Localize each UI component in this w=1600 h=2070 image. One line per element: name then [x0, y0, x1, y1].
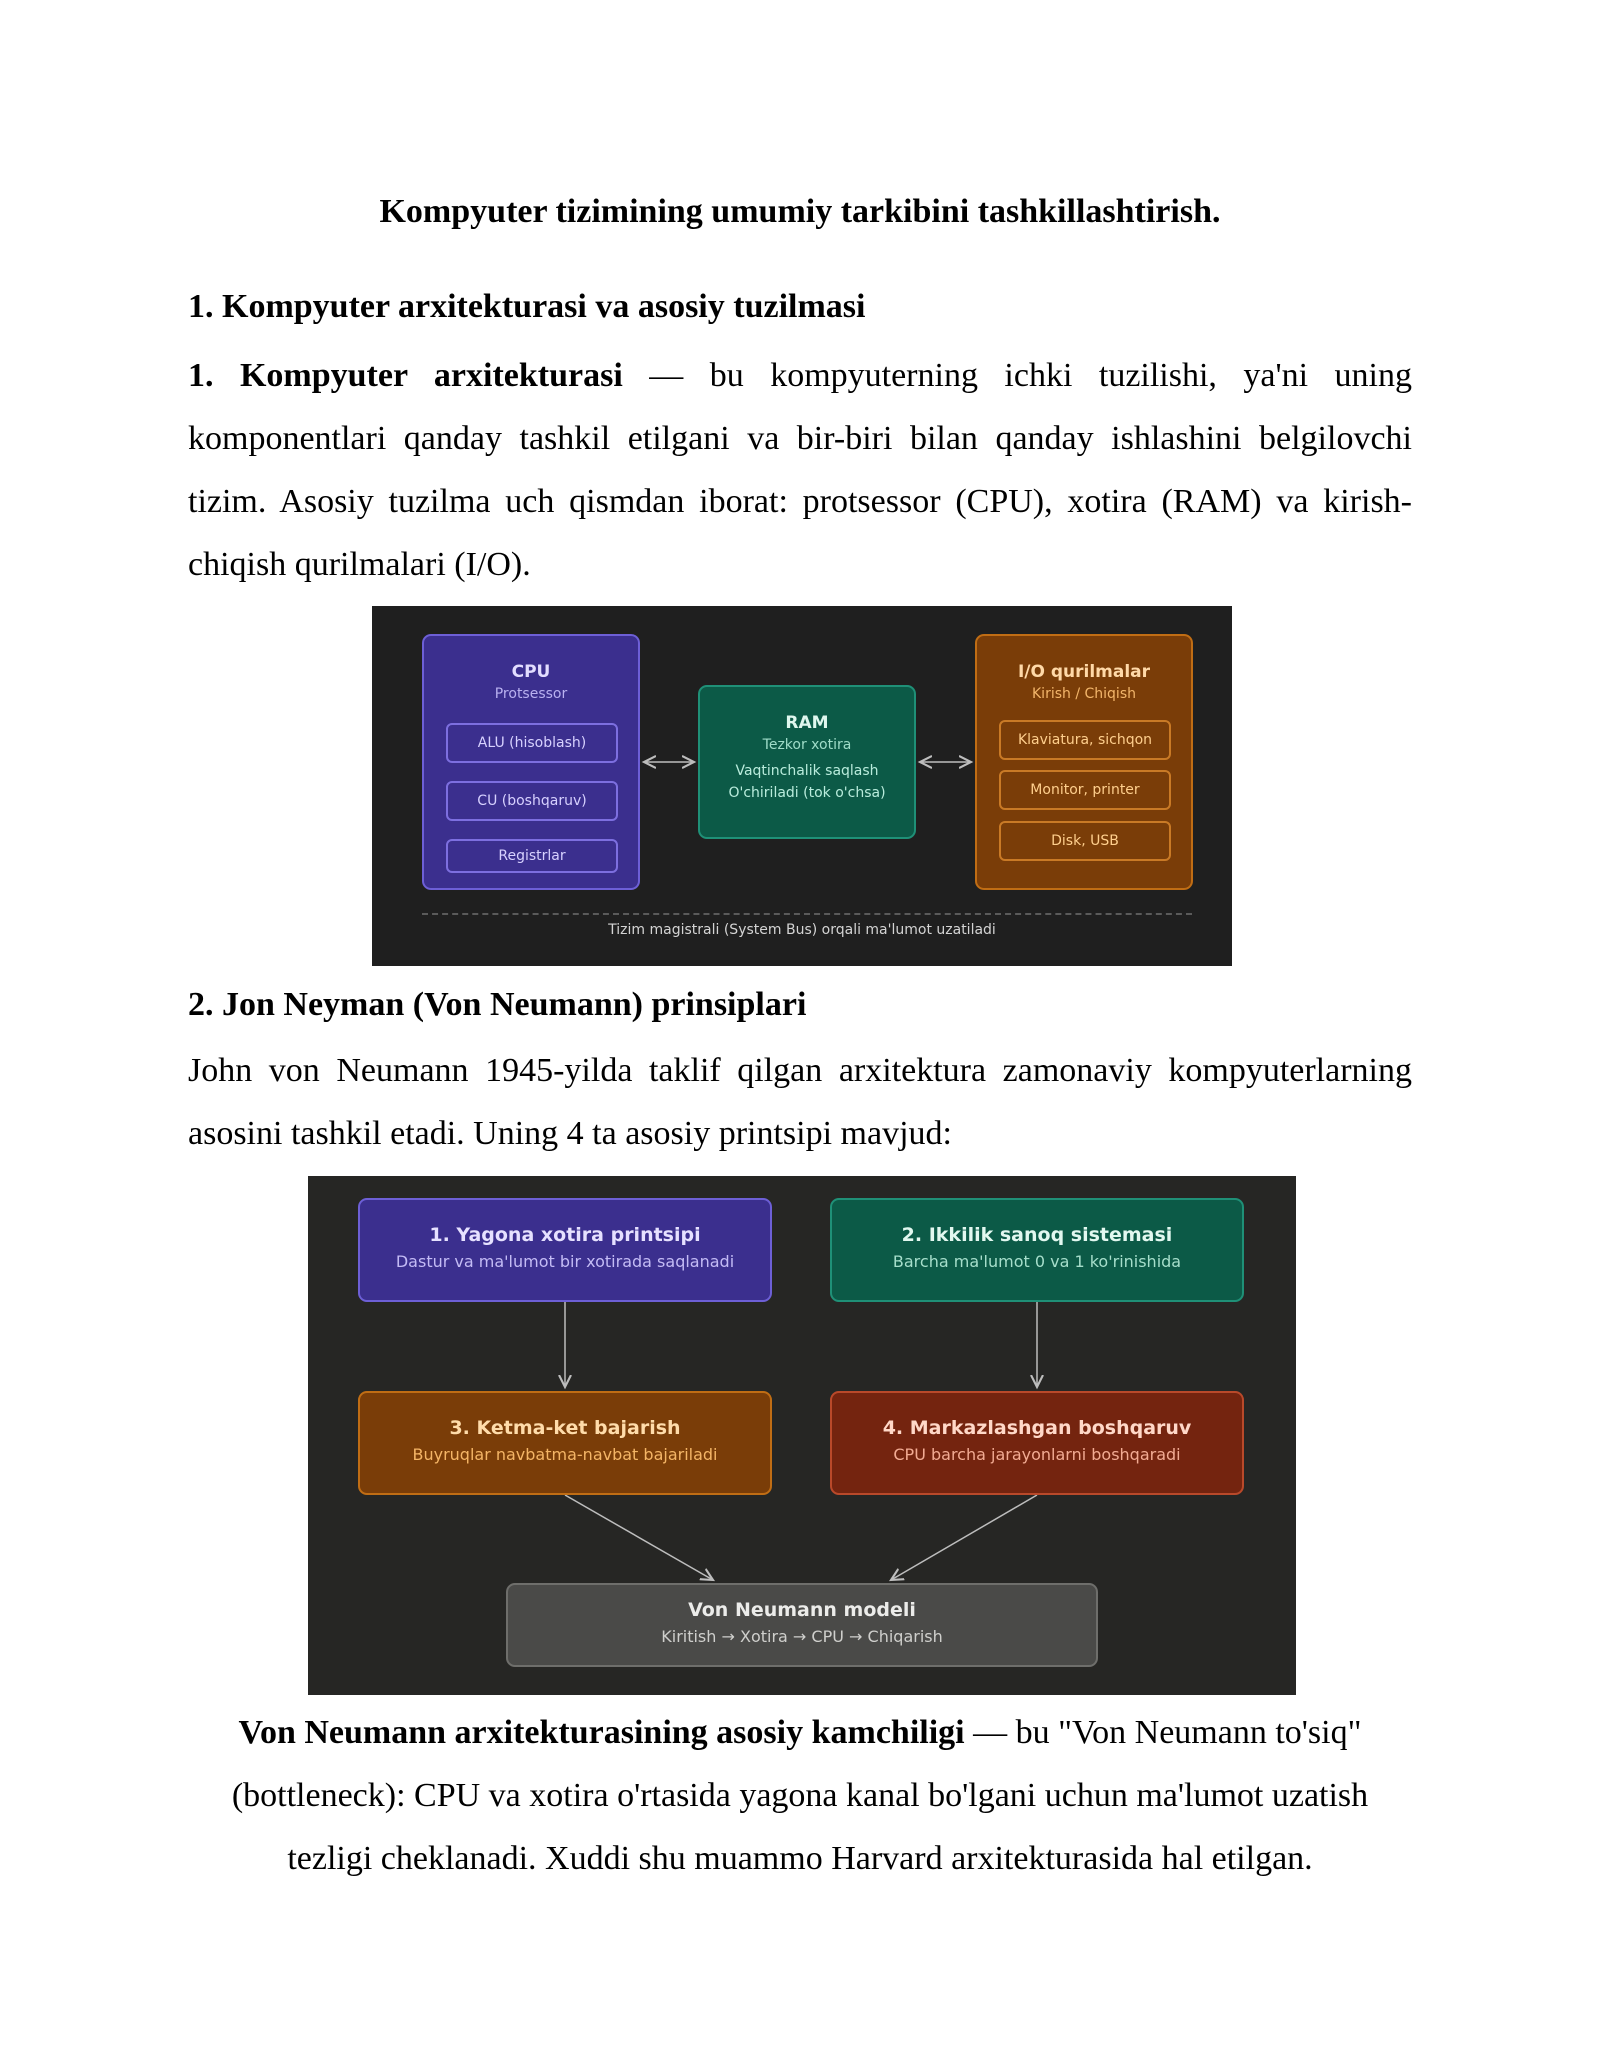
ram-subtitle: Tezkor xotira — [762, 737, 852, 753]
conclusion-paragraph — [188, 1701, 1412, 1890]
von-neumann-diagram — [308, 1176, 1296, 1695]
p3-to-model-arrow — [565, 1495, 713, 1580]
principle-2-box — [830, 1198, 1244, 1302]
io-item-input: Klaviatura, sichqon — [999, 720, 1171, 760]
model-subtitle: Kiritish → Xotira → CPU → Chiqarish — [661, 1627, 943, 1646]
cpu-item-cu: CU (boshqaruv) — [446, 781, 618, 821]
diagram-1-connectors — [372, 606, 1232, 966]
p4-to-model-arrow — [891, 1495, 1037, 1580]
cpu-title: CPU — [511, 662, 551, 682]
principle-3-box — [358, 1391, 772, 1495]
page-title: Kompyuter tizimining umumiy tarkibini tashkillashtirish. — [379, 193, 1221, 230]
principle-3-subtitle: Buyruqlar navbatma-navbat bajariladi — [412, 1445, 718, 1464]
model-title: Von Neumann modeli — [688, 1599, 916, 1621]
principle-1-box — [358, 1198, 772, 1302]
conclusion-text: — bu "Von Neumann to'siq" (bottleneck): CPU va xotira o'rtasida yagona kanal bo'lgani uchun ma'lumot uzatish tezligi cheklanadi. Xuddi shu muammo Harvard arxitekturasida hal etilgan. — [231, 1714, 1369, 1877]
principle-4-subtitle: CPU barcha jarayonlarni boshqaradi — [893, 1445, 1181, 1464]
architecture-diagram — [372, 606, 1232, 966]
section-1-paragraph — [188, 344, 1412, 596]
principle-1-subtitle: Dastur va ma'lumot bir xotirada saqlanadi — [395, 1252, 735, 1271]
principle-3-title: 3. Ketma-ket bajarish — [449, 1417, 681, 1439]
io-subtitle: Kirish / Chiqish — [1032, 686, 1136, 702]
principle-2-subtitle: Barcha ma'lumot 0 va 1 ko'rinishida — [892, 1252, 1182, 1271]
io-item-output: Monitor, printer — [999, 770, 1171, 810]
ram-line-2: O'chiriladi (tok o'chsa) — [728, 785, 886, 801]
principle-4-box — [830, 1391, 1244, 1495]
principle-2-title: 2. Ikkilik sanoq sistemasi — [901, 1224, 1173, 1246]
section-1-definition: — bu kompyuterning ichki tuzilishi, ya'ni uning komponentlari qanday tashkil etilgani va bir-biri bilan qanday ishlashini belgilovchi tizim. Asosiy tuzilma uch qismdan iborat: protsessor (CPU), xotira (RAM) va kirish-chiqish qurilmalari (I/O). — [188, 357, 1412, 583]
conclusion-term: Von Neumann arxitekturasining asosiy kamchiligi — [238, 1714, 965, 1751]
cpu-subtitle: Protsessor — [494, 686, 568, 702]
io-title: I/O qurilmalar — [1017, 662, 1151, 682]
section-2-heading: 2. Jon Neyman (Von Neumann) prinsiplari — [188, 986, 807, 1023]
principle-4-title: 4. Markazlashgan boshqaruv — [882, 1417, 1192, 1439]
cpu-item-registers: Registrlar — [446, 839, 618, 873]
section-1-term: 1. Kompyuter arxitekturasi — [188, 357, 623, 394]
ram-title: RAM — [785, 713, 829, 733]
section-1-heading: 1. Kompyuter arxitekturasi va asosiy tuzilmasi — [188, 288, 866, 325]
system-bus-caption: Tizim magistrali (System Bus) orqali ma'lumot uzatiladi — [608, 922, 996, 938]
system-bus-line — [422, 913, 1192, 915]
cpu-item-alu: ALU (hisoblash) — [446, 723, 618, 763]
io-item-storage: Disk, USB — [999, 821, 1171, 861]
ram-line-1: Vaqtinchalik saqlash — [735, 763, 879, 779]
section-2-paragraph: John von Neumann 1945-yilda taklif qilgan arxitektura zamonaviy kompyuterlarning asosini tashkil etadi. Uning 4 ta asosiy printsipi mavjud: — [188, 1052, 1412, 1152]
principle-1-title: 1. Yagona xotira printsipi — [429, 1224, 701, 1246]
von-neumann-model-box — [506, 1583, 1098, 1667]
